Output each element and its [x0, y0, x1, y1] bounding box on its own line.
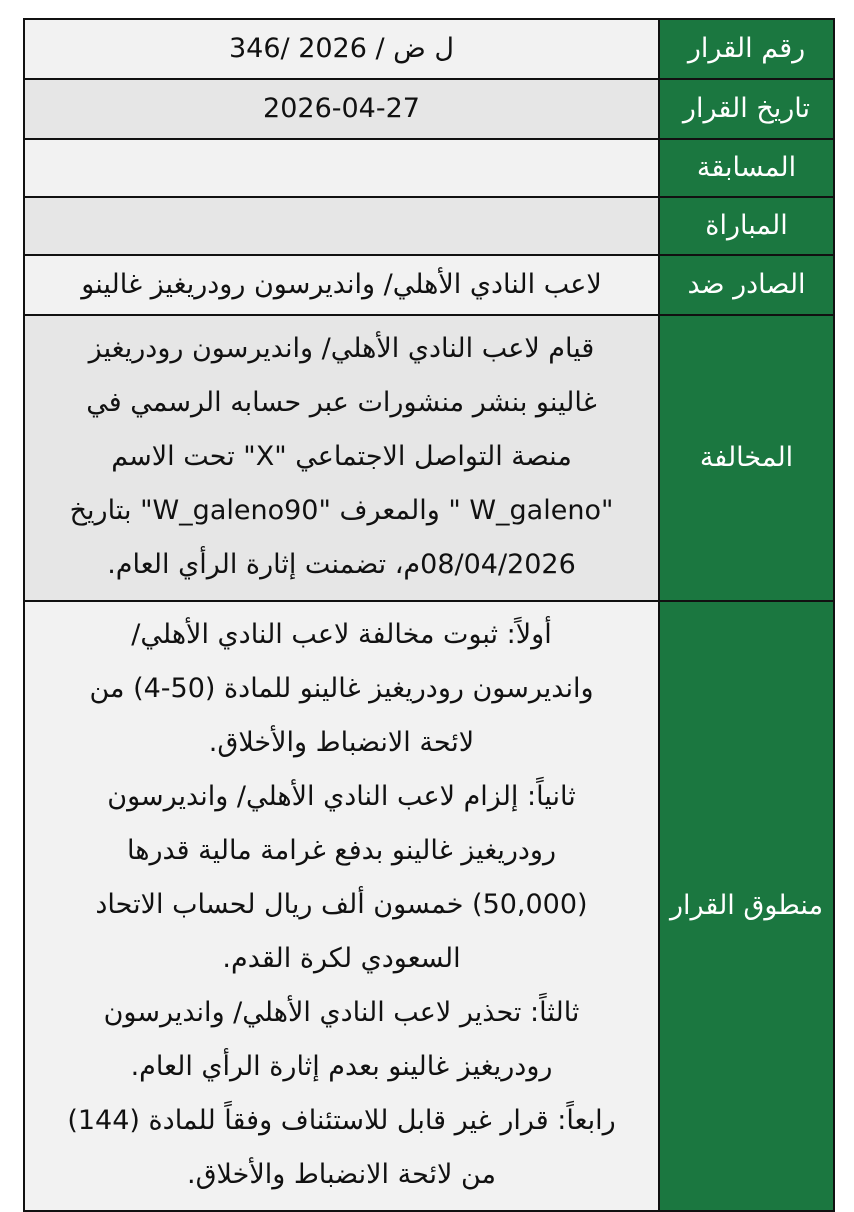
decision-date-text: 2026-04-27: [263, 92, 420, 124]
row-violation: [24, 315, 834, 601]
violation-line: 08/04/2026م، تضمنت إثارة الرأي العام.: [107, 549, 576, 580]
label-decision-date: تاريخ القرار: [659, 79, 834, 139]
operative-text: [25, 602, 658, 1210]
operative-line: ثالثاً: تحذير لاعب النادي الأهلي/ وانديرسون: [103, 997, 580, 1028]
value-match: [24, 197, 659, 255]
violation-line: قيام لاعب النادي الأهلي/ وانديرسون رودريغيز: [88, 333, 595, 364]
label-violation: المخالفة: [659, 315, 834, 601]
value-operative-part: [24, 601, 659, 1211]
row-competition: [24, 139, 834, 197]
label-issued-against: الصادر ضد: [659, 255, 834, 315]
label-operative-part: منطوق القرار: [659, 601, 834, 1211]
value-competition: [24, 139, 659, 197]
decision-number-text: 346/ ل ض / 2026: [228, 32, 455, 64]
row-match: [24, 197, 834, 255]
row-issued-against: [24, 255, 834, 315]
operative-line: لائحة الانضباط والأخلاق.: [208, 727, 475, 758]
violation-line: منصة التواصل الاجتماعي "X" تحت الاسم: [111, 441, 572, 472]
label-decision-number: رقم القرار: [659, 19, 834, 79]
violation-line: "W_galeno " والمعرف "W_galeno90" بتاريخ: [69, 495, 614, 526]
operative-line: (50,000) خمسون ألف ريال لحساب الاتحاد: [95, 889, 588, 920]
label-match: المباراة: [659, 197, 834, 255]
operative-line: ثانياً: إلزام لاعب النادي الأهلي/ وانديرسون: [107, 781, 576, 812]
violation-text: [25, 316, 658, 600]
row-decision-number: [24, 19, 834, 79]
violation-line: غالينو بنشر منشورات عبر حسابه الرسمي في: [86, 387, 597, 418]
value-issued-against: لاعب النادي الأهلي/ وانديرسون رودريغيز غالينو: [24, 255, 659, 315]
row-decision-date: [24, 79, 834, 139]
decision-table: [23, 18, 835, 1212]
value-violation: [24, 315, 659, 601]
value-decision-date: [24, 79, 659, 139]
operative-line: أولاً: ثبوت مخالفة لاعب النادي الأهلي/: [131, 619, 552, 650]
operative-line: رودريغيز غالينو بدفع غرامة مالية قدرها: [127, 835, 556, 866]
operative-line: من لائحة الانضباط والأخلاق.: [186, 1159, 497, 1190]
value-decision-number: [24, 19, 659, 79]
operative-line: رودريغيز غالينو بعدم إثارة الرأي العام.: [130, 1051, 553, 1082]
label-competition: المسابقة: [659, 139, 834, 197]
operative-line: رابعاً: قرار غير قابل للاستئناف وفقاً للمادة (144): [67, 1105, 616, 1136]
operative-line: السعودي لكرة القدم.: [222, 943, 461, 974]
row-operative-part: [24, 601, 834, 1211]
operative-line: وانديرسون رودريغيز غالينو للمادة (50-4) من: [89, 673, 594, 704]
